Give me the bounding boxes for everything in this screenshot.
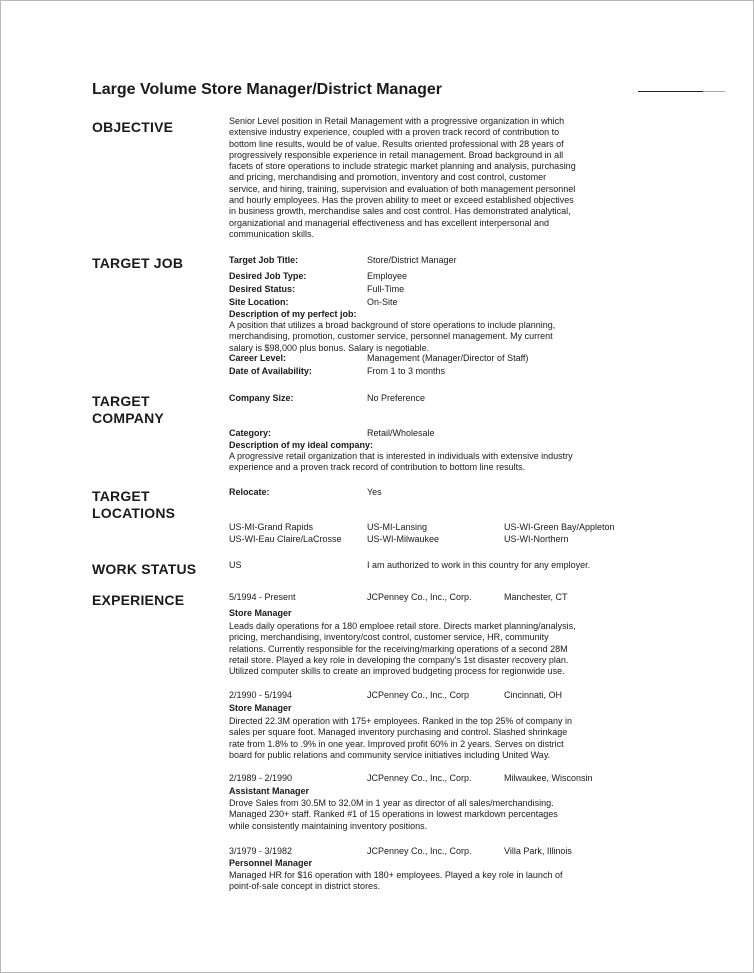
location-item: US-MI-Lansing	[367, 522, 428, 532]
job-company: JCPenney Co., Inc., Corp.	[367, 773, 472, 783]
job-description-line: Directed 22.3M operation with 175+ employees. Ranked in the top 25% of company in	[229, 716, 572, 726]
company-size-value: No Preference	[367, 393, 426, 403]
job-role: Store Manager	[229, 703, 292, 713]
category-label: Category:	[229, 428, 272, 438]
objective-line: progressively responsible experience in retail management. Broad background in all	[229, 149, 564, 160]
career-level-value: Management (Manager/Director of Staff)	[367, 353, 529, 363]
job-title-value: Store/District Manager	[367, 255, 457, 265]
objective-line: in business growth, merchandise sales and cost control. Has demonstrated analytical,	[229, 206, 571, 217]
target-job-heading: TARGET JOB	[92, 255, 184, 271]
job-description	[229, 798, 558, 832]
ideal-company-text	[229, 451, 573, 474]
job-role: Assistant Manager	[229, 786, 310, 796]
target-locations-heading	[92, 488, 175, 522]
company-size-label: Company Size:	[229, 393, 294, 403]
perfect-job-line: merchandising, promotion, customer service, personnel management. My current	[229, 331, 553, 342]
resume-title: Large Volume Store Manager/District Manager	[92, 81, 443, 98]
target-company-heading-line: COMPANY	[92, 410, 164, 426]
work-status-text: I am authorized to work in this country for any employer.	[367, 560, 591, 570]
job-description-line: rate from 1.8% to .9% in one year. Improved profit 60% in 2 years. Serves on district	[229, 738, 564, 749]
perfect-job-label: Description of my perfect job:	[229, 309, 357, 319]
objective-line: communication skills.	[229, 228, 315, 239]
objective-line: bottom line results, would be of value. Results oriented professional with 28 years of	[229, 138, 564, 149]
objective-line: extensive industry experience, coupled with a proven track record of contribution to	[229, 127, 560, 138]
job-description	[229, 870, 562, 893]
location-item: US-WI-Northern	[504, 534, 569, 544]
work-status-country: US	[229, 560, 242, 570]
target-locations-heading-line: LOCATIONS	[92, 505, 176, 521]
job-description	[229, 716, 572, 761]
job-description-line: relations. Currently responsible for the receiving/marking operations of a second 28M	[229, 643, 568, 654]
job-description-line: sales per square foot. Managed inventory purchasing and control. Slashed shrinkage	[229, 727, 568, 738]
ideal-company-label: Description of my ideal company:	[229, 440, 374, 450]
job-description-line: while consistently maintaining inventory positions.	[229, 820, 428, 831]
job-title-label: Target Job Title:	[229, 255, 299, 265]
job-role: Store Manager	[229, 608, 292, 618]
objective-line: Senior Level position in Retail Management with a progressive organization in which	[229, 116, 565, 126]
work-status-heading: WORK STATUS	[92, 561, 197, 577]
job-description-line: Managed 230+ staff. Ranked #1 of 15 operations in lowest markdown percentages	[229, 809, 558, 820]
perfect-job-line: A position that utilizes a broad background of store operations to include planning,	[229, 320, 556, 330]
title-rule	[638, 91, 703, 92]
job-dates: 5/1994 - Present	[229, 592, 296, 602]
objective-line: facets of store operations to include strategic market planning and analysis, purchasing	[229, 161, 576, 172]
job-description	[229, 621, 576, 677]
objective-line: and pricing, merchandising and promotion, inventory and cost control, customer	[229, 172, 547, 183]
job-description-line: board for public relations and community service initiatives including United Way.	[229, 749, 551, 760]
job-description-line: Drove Sales from 30.5M to 32.0M in 1 year as director of all sales/merchandising.	[229, 798, 554, 808]
target-company-heading	[92, 393, 164, 427]
site-value: On-Site	[367, 297, 398, 307]
availability-value: From 1 to 3 months	[367, 366, 446, 376]
perfect-job-text	[229, 320, 555, 354]
job-role: Personnel Manager	[229, 858, 313, 868]
job-description-line: Managed HR for $16 operation with 180+ employees. Played a key role in launch of	[229, 870, 563, 880]
target-company-heading-line: TARGET	[92, 393, 150, 409]
location-item: US-WI-Eau Claire/LaCrosse	[229, 534, 342, 544]
job-type-label: Desired Job Type:	[229, 271, 307, 281]
ideal-company-line: A progressive retail organization that is interested in individuals with extensive industry	[229, 451, 573, 461]
status-label: Desired Status:	[229, 284, 296, 294]
site-label: Site Location:	[229, 297, 289, 307]
job-description-line: point-of-sale concept in district stores.	[229, 881, 381, 892]
location-item: US-MI-Grand Rapids	[229, 522, 314, 532]
job-description-line: retail store. Played a key role in developing the company's 1st disaster recovery plan.	[229, 654, 569, 665]
job-dates: 2/1990 - 5/1994	[229, 690, 293, 700]
location-item: US-WI-Milwaukee	[367, 534, 440, 544]
job-description-line: Leads daily operations for a 180 emploee retail store. Directs market planning/analysis,	[229, 621, 576, 631]
job-company: JCPenney Co., Inc., Corp.	[367, 592, 472, 602]
objective-line: organizational and managerial effectiveness and has excellent interpersonal and	[229, 217, 550, 228]
experience-heading: EXPERIENCE	[92, 592, 185, 608]
job-type-value: Employee	[367, 271, 408, 281]
location-item: US-WI-Green Bay/Appleton	[504, 522, 615, 532]
career-level-label: Career Level:	[229, 353, 287, 363]
job-location: Milwaukee, Wisconsin	[504, 773, 593, 783]
objective-line: service, and hiring, training, supervision and evaluation of both management personnel	[229, 183, 576, 194]
job-company: JCPenney Co., Inc., Corp	[367, 690, 470, 700]
job-location: Cincinnati, OH	[504, 690, 563, 700]
job-dates: 2/1989 - 2/1990	[229, 773, 293, 783]
job-location: Manchester, CT	[504, 592, 568, 602]
job-description-line: pricing, merchandising, inventory/cost control, customer service, HR, community	[229, 632, 549, 643]
perfect-job-line: salary is $98,000 plus bonus. Salary is negotiable.	[229, 342, 430, 353]
relocate-label: Relocate:	[229, 487, 270, 497]
objective-text	[229, 116, 576, 240]
job-location: Villa Park, Illinois	[504, 846, 572, 856]
objective-heading: OBJECTIVE	[92, 119, 174, 135]
job-company: JCPenney Co., Inc., Corp.	[367, 846, 472, 856]
objective-line: and hourly employees. Has the proven ability to meet or exceed established objectives	[229, 195, 574, 206]
status-value: Full-Time	[367, 284, 405, 294]
availability-label: Date of Availability:	[229, 366, 312, 376]
ideal-company-line: experience and a proven track record of contribution to bottom line results.	[229, 462, 526, 473]
target-locations-heading-line: TARGET	[92, 488, 150, 504]
relocate-value: Yes	[367, 487, 382, 497]
category-value: Retail/Wholesale	[367, 428, 435, 438]
job-dates: 3/1979 - 3/1982	[229, 846, 293, 856]
title-rule-light	[703, 91, 725, 92]
job-description-line: Utilized computer skills to create an improved budgeting process for regionwide use.	[229, 666, 565, 677]
